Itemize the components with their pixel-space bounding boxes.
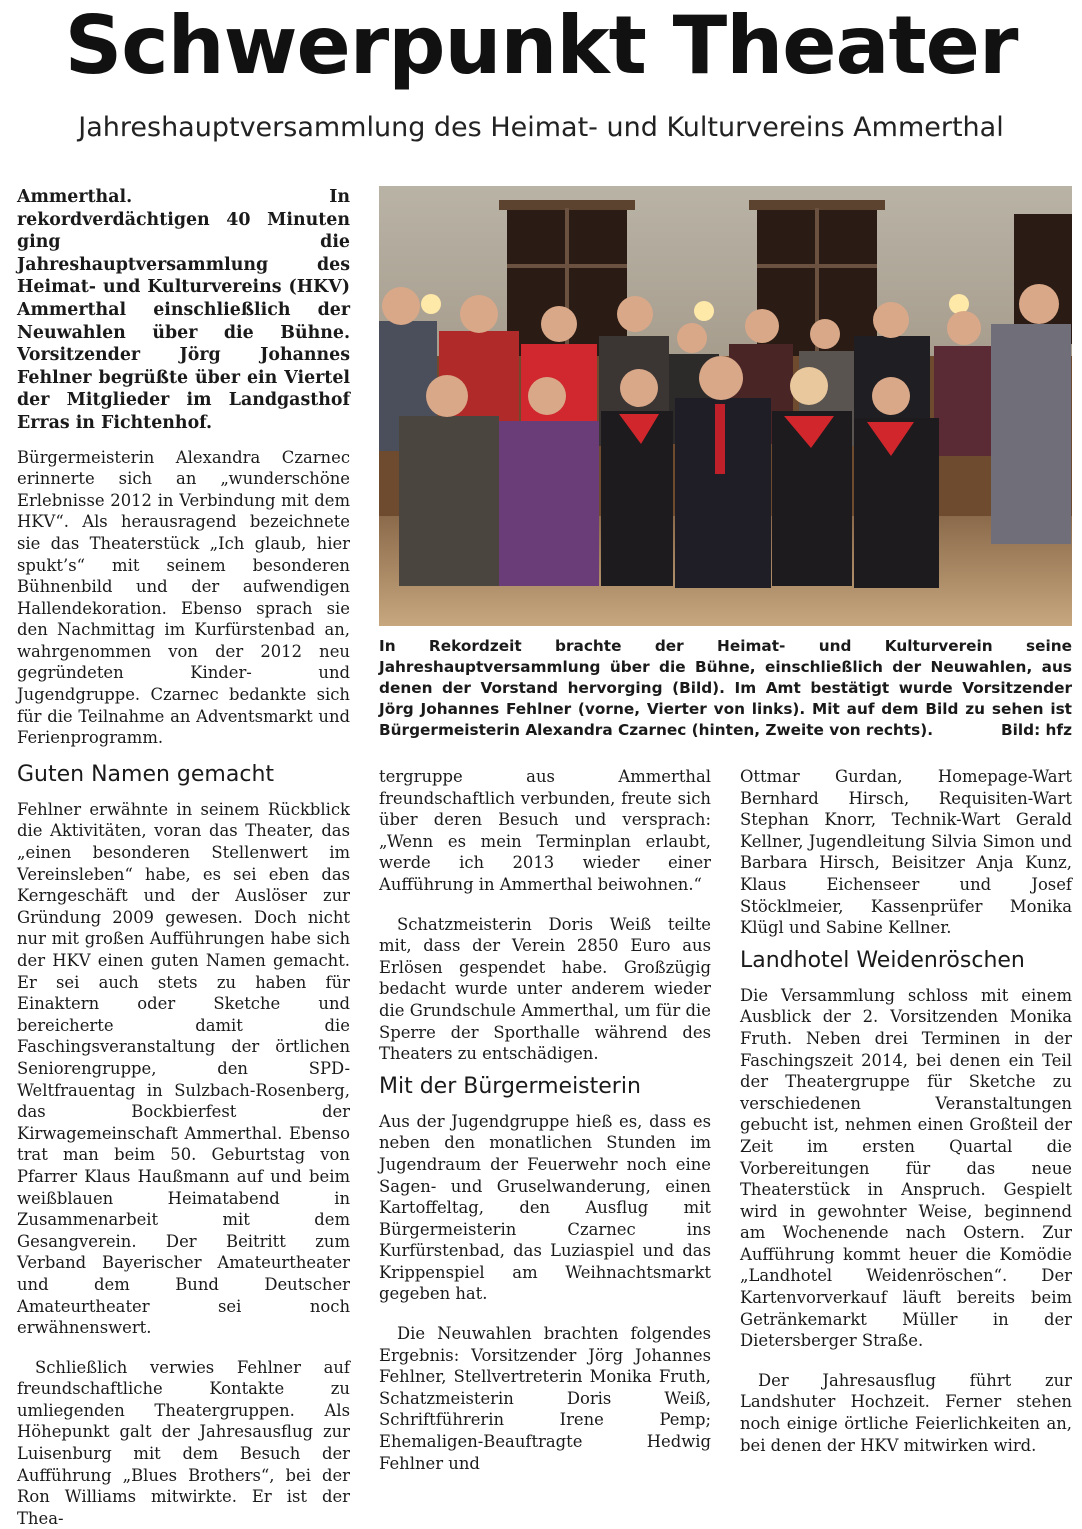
paragraph: Ottmar Gurdan, Homepage-Wart Bernhard Hirsch, Requisiten-Wart Stephan Knorr, Technik-Wart Gerald Kellner, Jugendleitung Silvia Simon und Barbara Hirsch, Beisitzer Anja Kunz, Klaus Eichenseer und Josef Stöcklmeier, Kassenprüfer Monika Klügl und Sabine Kellner.: [740, 767, 1072, 938]
paragraph: Bürgermeisterin Alexandra Czarnec erinnerte sich an „wunderschöne Erlebnisse 2012 in Verbindung mit dem HKV“. Als herausragend bezeichnete sie das Theaterstück „Ich glaub, hier spukt’s“ mit seinem besonderen Bühnenbild und der aufwendigen Hallendekoration. Ebenso sprach sie den Nachmittag im Kurfürstenbad an, wahrgenommen von der 2012 neu gegründeten Kinder- und Jugendgruppe. Czarnec bedankte sich für die Teilnahme an Adventsmarkt und Ferienprogramm.: [17, 447, 350, 748]
subheadline: Jahreshauptversammlung des Heimat- und Kulturvereins Ammerthal: [78, 112, 1004, 143]
paragraph: Der Jahresausflug führt zur Landshuter Hochzeit. Ferner stehen noch einige örtliche Feierlichkeiten an, bei denen der HKV mitwirken wird.: [740, 1370, 1072, 1455]
column-3: [740, 766, 1072, 1456]
headline: Schwerpunkt Theater: [64, 0, 1018, 92]
subheading-guten-namen: Guten Namen gemacht: [17, 761, 275, 787]
group-photo: [379, 186, 1072, 626]
subheading-landhotel: Landhotel Weidenröschen: [740, 947, 1025, 973]
paragraph: Die Versammlung schloss mit einem Ausblick der 2. Vorsitzenden Monika Fruth. Neben drei Terminen in der Faschingszeit 2014, bei denen ein Teil der Theatergruppe für Sketche zu verschiedenen Veranstaltungen gebucht ist, nehmen einen Großteil der Zeit im ersten Quartal die Vorbereitungen für das neue Theaterstück in Anspruch. Gespielt wird in gewohnter Weise, beginnend am Wochenende nach Ostern. Zur Aufführung kommt heuer die Komödie „Landhotel Weidenröschen“. Der Kartenvorverkauf läuft bereits beim Getränkemarkt Müller in der Dietersberger Straße.: [740, 985, 1072, 1351]
paragraph: Fehlner erwähnte in seinem Rückblick die Aktivitäten, voran das Theater, das „einen besonderen Stellenwert im Vereinsleben“ habe, es sei eben das Kerngeschäft und der Auslöser zur Gründung 2009 gewesen. Doch nicht nur mit großen Aufführungen habe sich der HKV einen guten Namen gemacht. Er sei auch stets zu haben für Einaktern oder Sketche und bereicherte damit die Faschingsveranstaltung der örtlichen Seniorengruppe, den SPD-Weltfrauentag in Sulzbach-Rosenberg, das Bockbierfest der Kirwagemeinschaft Ammerthal. Ebenso trat man beim 50. Geburtstag von Pfarrer Klaus Haußmann auf und beim weißblauen Heimatabend in Zusammenarbeit mit dem Gesangverein. Der Beitritt zum Verband Bayerischer Amateurtheater und dem Bund Deutscher Amateurtheater sei noch erwähnenswert.: [17, 799, 350, 1338]
paragraph: Die Neuwahlen brachten folgendes Ergebnis: Vorsitzender Jörg Johannes Fehlner, Stellvertreterin Monika Fruth, Schatzmeisterin Doris Weiß, Schriftführerin Irene Pemp; Ehemaligen-Beauftragte Hedwig Fehlner und: [379, 1324, 711, 1473]
caption-text: In Rekordzeit brachte der Heimat- und Kulturverein seine Jahreshauptversammlung über die Bühne, einschließlich der Neuwahlen, aus denen der Vorstand hervorging (Bild). Im Amt bestätigt wurde Vorsitzender Jörg Johannes Fehlner (vorne, Vierter von links). Mit auf dem Bild zu sehen ist Bürgermeisterin Alexandra Czarnec (hinten, Zweite von rechts).: [379, 637, 1072, 739]
paragraph: Aus der Jugendgruppe hieß es, dass es neben den monatlichen Stunden im Jugendraum der Feuerwehr noch eine Sagen- und Gruselwanderung, einen Kartoffeltag, den Ausflug mit Bürgermeisterin Czarnec ins Kurfürstenbad, das Luziaspiel und das Krippenspiel am Weihnachtsmarkt gegeben hat.: [379, 1111, 711, 1304]
lead-paragraph: Ammerthal. In rekordverdächtigen 40 Minuten ging die Jahreshauptversammlung des Heimat- und Kulturvereins (HKV) Ammerthal einschließlich der Neuwahlen über die Bühne. Vorsitzender Jörg Johannes Fehlner begrüßte über ein Viertel der Mitglieder im Landgasthof Erras in Fichtenhof.: [17, 187, 350, 433]
paragraph: Schließlich verwies Fehlner auf freundschaftliche Kontakte zu umliegenden Theatergruppen. Als Höhepunkt galt der Jahresausflug zur Luisenburg mit dem Besuch der Aufführung „Blues Brothers“, bei der Ron Williams mitwirkte. Er ist der Thea-: [17, 1357, 350, 1528]
paragraph: Schatzmeisterin Doris Weiß teilte mit, dass der Verein 2850 Euro aus Erlösen gespendet habe. Großzügig bedacht wurde unter anderem wieder die Grundschule Ammerthal, um für die Sperre der Sporthalle während des Theaters zu entschädigen.: [379, 914, 711, 1064]
paragraph: tergruppe aus Ammerthal freundschaftlich verbunden, freute sich über deren Besuch und versprach: „Wenn es mein Terminplan erlaubt, werde ich 2013 wieder einer Aufführung in Ammerthal beiwohnen.“: [379, 767, 711, 894]
photo-credit: Bild: hfz: [1001, 721, 1072, 739]
column-2: [379, 766, 711, 1474]
photo-caption: [379, 636, 1072, 741]
group-photo-illustration: [379, 186, 1072, 626]
subheading-buergermeisterin: Mit der Bürgermeisterin: [379, 1073, 641, 1099]
column-1: [17, 186, 350, 1529]
